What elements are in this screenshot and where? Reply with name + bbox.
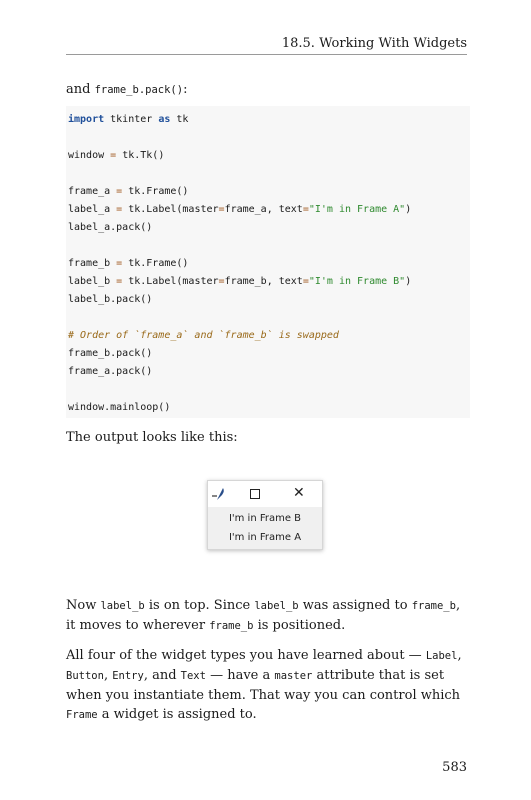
blank-line <box>68 165 470 183</box>
paragraph-2: All four of the widget types you have learned about — Label, Button, Entry, and Text — have a master attribute that is set when you instantiate them. That way you can control which Frame a widget is assigned to. <box>66 648 462 722</box>
code-line: frame_b.pack() <box>68 348 153 359</box>
maximize-icon <box>250 489 260 499</box>
label-frame-a: I'm in Frame A <box>228 532 302 543</box>
blank-line <box>68 237 470 255</box>
code-line: label_a.pack() <box>68 222 153 233</box>
code-line: label_a = tk.Label(master=frame_a, text="I'm in Frame A") <box>68 204 412 215</box>
code-block <box>66 106 470 418</box>
window-titlebar <box>208 481 322 507</box>
code-line: window.mainloop() <box>68 402 171 413</box>
label-frame-b: I'm in Frame B <box>228 513 302 524</box>
feather-icon <box>212 487 226 501</box>
close-icon: ✕ <box>293 485 305 501</box>
paragraph-1: Now label_b is on top. Since label_b was assigned to frame_b, it moves to wherever frame_b is positioned. <box>66 598 461 633</box>
blank-line <box>68 129 470 147</box>
code-line: label_b = tk.Label(master=frame_b, text="I'm in Frame B") <box>68 276 412 287</box>
inline-code: frame_b.pack() <box>94 84 184 96</box>
code-comment: # Order of `frame_a` and `frame_b` is swapped <box>68 330 339 341</box>
code-line: frame_a = tk.Frame() <box>68 186 189 197</box>
output-caption: The output looks like this: <box>66 430 238 445</box>
blank-line <box>68 309 470 327</box>
tk-window-screenshot <box>207 480 323 550</box>
code-line: import tkinter as tk <box>68 114 189 125</box>
blank-line <box>68 381 470 399</box>
code-line: label_b.pack() <box>68 294 153 305</box>
running-header <box>66 36 467 55</box>
intro-line: and frame_b.pack(): <box>66 82 188 97</box>
code-line: frame_b = tk.Frame() <box>68 258 189 269</box>
code-line: frame_a.pack() <box>68 366 153 377</box>
page-number: 583 <box>442 760 467 775</box>
code-line: window = tk.Tk() <box>68 150 165 161</box>
section-title: 18.5. Working With Widgets <box>281 36 467 51</box>
